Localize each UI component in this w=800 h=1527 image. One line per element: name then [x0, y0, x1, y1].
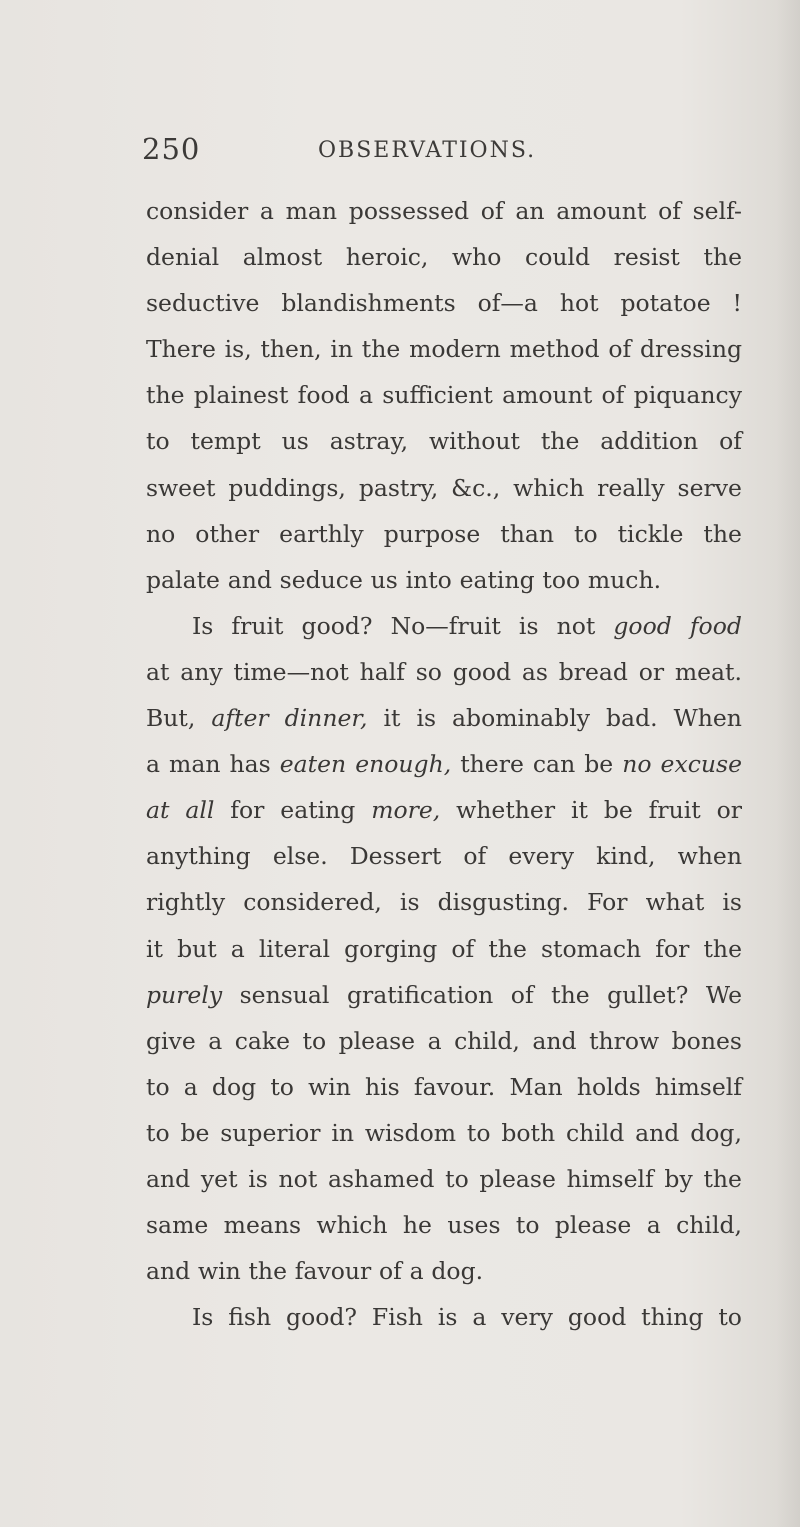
text-line — [146, 1248, 742, 1294]
word: good — [567, 1303, 627, 1332]
word: to — [574, 519, 598, 548]
word: same — [146, 1211, 209, 1240]
word: give — [146, 1026, 196, 1055]
word: other — [195, 519, 260, 548]
word: We — [705, 980, 742, 1009]
word: very — [501, 1303, 553, 1332]
word: plainest — [193, 381, 289, 410]
word: uses — [447, 1211, 501, 1240]
word: ! — [732, 289, 742, 318]
word: seduce — [279, 565, 363, 594]
word: possessed — [348, 197, 470, 225]
italic-word: dinner, — [284, 704, 368, 733]
italic-word: good — [613, 611, 672, 640]
word: Is — [192, 611, 214, 640]
word: There — [146, 335, 216, 364]
text-line — [146, 1202, 742, 1248]
word: of — [608, 335, 632, 364]
word: blandishments — [281, 289, 456, 318]
word: win — [197, 1257, 241, 1286]
word: throw — [589, 1026, 660, 1055]
italic-word: food — [689, 611, 742, 640]
word: half — [359, 657, 405, 686]
word: it — [570, 796, 588, 825]
running-head: OBSERVATIONS. — [318, 138, 537, 163]
word: for — [230, 796, 265, 825]
word: Is — [192, 1303, 214, 1332]
word: amount — [502, 381, 593, 410]
word: self- — [692, 197, 742, 225]
word: it — [383, 704, 401, 733]
word: piquancy — [633, 381, 742, 410]
word: sensual — [239, 980, 330, 1009]
word: please — [479, 1164, 556, 1193]
italic-word: at — [146, 796, 170, 825]
word: bread — [558, 657, 628, 686]
word: a — [646, 1211, 661, 1240]
word: gullet? — [607, 980, 689, 1009]
word: us — [281, 427, 309, 456]
word: When — [673, 704, 742, 733]
word: puddings, — [228, 473, 346, 502]
text-line — [146, 1294, 742, 1340]
text-line — [146, 695, 742, 741]
word: Dessert — [349, 842, 442, 871]
word: when — [677, 842, 742, 871]
word: into — [405, 565, 452, 594]
word: man — [169, 750, 221, 779]
word: almost — [242, 243, 323, 272]
word: a — [472, 1303, 487, 1332]
word: is — [399, 888, 420, 917]
word: favour — [294, 1257, 372, 1286]
word: or — [716, 796, 742, 825]
word: addition — [600, 427, 699, 456]
word: sufficient — [382, 381, 493, 410]
word: kind, — [596, 842, 656, 871]
word: is — [416, 704, 437, 733]
word: in — [331, 1118, 355, 1147]
word: pastry, — [358, 473, 439, 502]
word: the — [146, 381, 185, 410]
word: anything — [146, 842, 251, 871]
word: an — [515, 197, 545, 225]
word: it — [146, 934, 163, 963]
word: can — [532, 750, 576, 779]
word: be — [584, 750, 614, 779]
word: is — [437, 1303, 458, 1332]
word: and — [532, 1026, 577, 1055]
word: but — [177, 934, 217, 963]
word: rightly — [146, 888, 226, 917]
word: of—a — [477, 289, 538, 318]
word: food — [297, 381, 350, 410]
word: there — [460, 750, 524, 779]
word: or — [638, 657, 665, 686]
word: his — [365, 1072, 400, 1101]
word: which — [316, 1211, 388, 1240]
word: But, — [146, 704, 196, 733]
word: himself — [566, 1164, 654, 1193]
word: time—not — [233, 657, 349, 686]
text-line — [146, 972, 742, 1018]
italic-word: enough, — [355, 750, 452, 779]
word: really — [597, 473, 665, 502]
word: not — [556, 611, 596, 640]
word: the — [551, 980, 590, 1009]
word: yet — [200, 1164, 238, 1193]
word: bones — [671, 1026, 742, 1055]
word: good? — [286, 1303, 358, 1332]
word: is — [248, 1164, 268, 1193]
word: a — [230, 934, 245, 963]
word: and — [635, 1118, 680, 1147]
word: of — [719, 427, 742, 456]
word: dog — [211, 1072, 257, 1101]
text-line — [146, 879, 742, 925]
word: a — [427, 1026, 442, 1055]
word: and — [227, 565, 272, 594]
word: who — [452, 243, 502, 272]
word: Man — [509, 1072, 563, 1101]
text-line — [146, 1018, 742, 1064]
word: literal — [258, 934, 331, 963]
word: of — [379, 1257, 402, 1286]
word: a — [259, 197, 274, 225]
word: a — [146, 750, 161, 779]
word: win — [308, 1072, 351, 1101]
word: eating — [280, 796, 356, 825]
text-line — [146, 557, 742, 603]
word: has — [229, 750, 271, 779]
word: of — [658, 197, 681, 225]
word: denial — [146, 243, 220, 272]
word: a — [358, 381, 373, 410]
word: both — [501, 1118, 556, 1147]
word: to — [718, 1303, 742, 1332]
text-line — [146, 465, 742, 511]
word: holds — [576, 1072, 641, 1101]
text-line — [146, 280, 742, 326]
italic-word: no — [622, 750, 652, 779]
word: in — [330, 335, 353, 364]
word: at — [146, 657, 170, 686]
word: the — [540, 427, 580, 456]
word: eating — [459, 565, 535, 594]
word: tickle — [617, 519, 684, 548]
word: abominably — [452, 704, 591, 733]
text-line — [146, 649, 742, 695]
italic-word: eaten — [279, 750, 347, 779]
word: dog, — [690, 1118, 742, 1147]
word: amount — [556, 197, 647, 225]
word: whether — [456, 796, 556, 825]
word: a — [409, 1257, 424, 1286]
word: good? — [301, 611, 373, 640]
word: good — [452, 657, 512, 686]
text-line — [146, 418, 742, 464]
word: tempt — [190, 427, 261, 456]
page-number: 250 — [142, 132, 201, 166]
word: of — [510, 980, 534, 1009]
word: to — [445, 1164, 469, 1193]
word: himself — [654, 1072, 742, 1101]
word: cake — [234, 1026, 291, 1055]
word: the — [703, 1164, 742, 1193]
word: of — [601, 381, 625, 410]
word: is — [518, 611, 539, 640]
word: &c., — [451, 473, 501, 502]
italic-word: all — [185, 796, 215, 825]
word: to — [146, 1072, 170, 1101]
italic-word: purely — [146, 980, 223, 1009]
word: much. — [587, 565, 662, 594]
word: us — [370, 565, 398, 594]
word: no — [146, 519, 176, 548]
word: to — [302, 1026, 327, 1055]
word: for — [655, 934, 690, 963]
text-line — [146, 787, 742, 833]
word: the — [248, 1257, 287, 1286]
word: serve — [677, 473, 742, 502]
word: hot — [559, 289, 599, 318]
word: is, — [224, 335, 252, 364]
word: seductive — [146, 289, 260, 318]
word: favour. — [413, 1072, 496, 1101]
word: Fish — [371, 1303, 423, 1332]
word: For — [587, 888, 628, 917]
word: to — [146, 427, 170, 456]
word: purpose — [383, 519, 481, 548]
italic-word: more, — [371, 796, 441, 825]
word: of — [451, 934, 475, 963]
word: to — [146, 1118, 170, 1147]
text-line — [146, 188, 742, 234]
word: too — [542, 565, 581, 594]
word: gratification — [346, 980, 494, 1009]
word: to — [270, 1072, 294, 1101]
word: child, — [454, 1026, 520, 1055]
word: earthly — [279, 519, 364, 548]
word: as — [521, 657, 548, 686]
text-line — [146, 234, 742, 280]
word: be — [180, 1118, 210, 1147]
word: to — [515, 1211, 540, 1240]
word: the — [361, 335, 401, 364]
word: the — [703, 243, 742, 272]
word: sweet — [146, 473, 216, 502]
word: is — [722, 888, 742, 917]
word: and — [146, 1164, 191, 1193]
word: not — [278, 1164, 318, 1193]
text-line — [146, 1156, 742, 1202]
word: a — [208, 1026, 223, 1055]
word: considered, — [243, 888, 382, 917]
word: consider — [146, 197, 249, 225]
page-header — [142, 132, 742, 172]
text-line — [146, 926, 742, 972]
word: heroic, — [345, 243, 429, 272]
italic-word: excuse — [660, 750, 742, 779]
word: stomach — [540, 934, 642, 963]
word: disgusting. — [437, 888, 570, 917]
word: fruit — [648, 796, 701, 825]
word: meat. — [674, 657, 742, 686]
word: resist — [613, 243, 680, 272]
text-line — [146, 1110, 742, 1156]
word: child, — [676, 1211, 742, 1240]
word: be — [603, 796, 633, 825]
word: dressing — [640, 335, 742, 364]
word: wisdom — [364, 1118, 457, 1147]
word: palate — [146, 565, 220, 594]
word: could — [525, 243, 591, 272]
word: superior — [220, 1118, 321, 1147]
word: then, — [260, 335, 322, 364]
word: every — [508, 842, 574, 871]
italic-word: after — [211, 704, 269, 733]
word: dog. — [431, 1257, 484, 1286]
word: so — [415, 657, 442, 686]
text-line — [146, 372, 742, 418]
word: by — [664, 1164, 693, 1193]
word: of — [463, 842, 487, 871]
word: what — [645, 888, 705, 917]
word: than — [500, 519, 555, 548]
word: bad. — [606, 704, 658, 733]
word: child — [565, 1118, 625, 1147]
word: the — [703, 519, 742, 548]
word: fish — [228, 1303, 272, 1332]
word: without — [429, 427, 520, 456]
text-line — [146, 511, 742, 557]
word: a — [183, 1072, 198, 1101]
word: please — [554, 1211, 632, 1240]
text-line — [146, 741, 742, 787]
word: No—fruit — [390, 611, 501, 640]
word: of — [480, 197, 504, 225]
word: potatoe — [620, 289, 711, 318]
body-text — [146, 188, 742, 1340]
word: else. — [272, 842, 328, 871]
text-line — [146, 603, 742, 649]
word: the — [488, 934, 527, 963]
text-line — [146, 833, 742, 879]
word: ashamed — [327, 1164, 435, 1193]
word: astray, — [329, 427, 409, 456]
text-line — [146, 1064, 742, 1110]
word: means — [223, 1211, 302, 1240]
word: thing — [641, 1303, 704, 1332]
word: the — [703, 934, 742, 963]
word: to — [466, 1118, 491, 1147]
word: man — [285, 197, 338, 225]
word: modern — [409, 335, 501, 364]
word: which — [513, 473, 585, 502]
word: and — [146, 1257, 191, 1286]
text-line — [146, 326, 742, 372]
word: any — [180, 657, 223, 686]
word: gorging — [344, 934, 438, 963]
word: he — [402, 1211, 432, 1240]
word: fruit — [231, 611, 284, 640]
word: method — [509, 335, 600, 364]
word: please — [338, 1026, 416, 1055]
